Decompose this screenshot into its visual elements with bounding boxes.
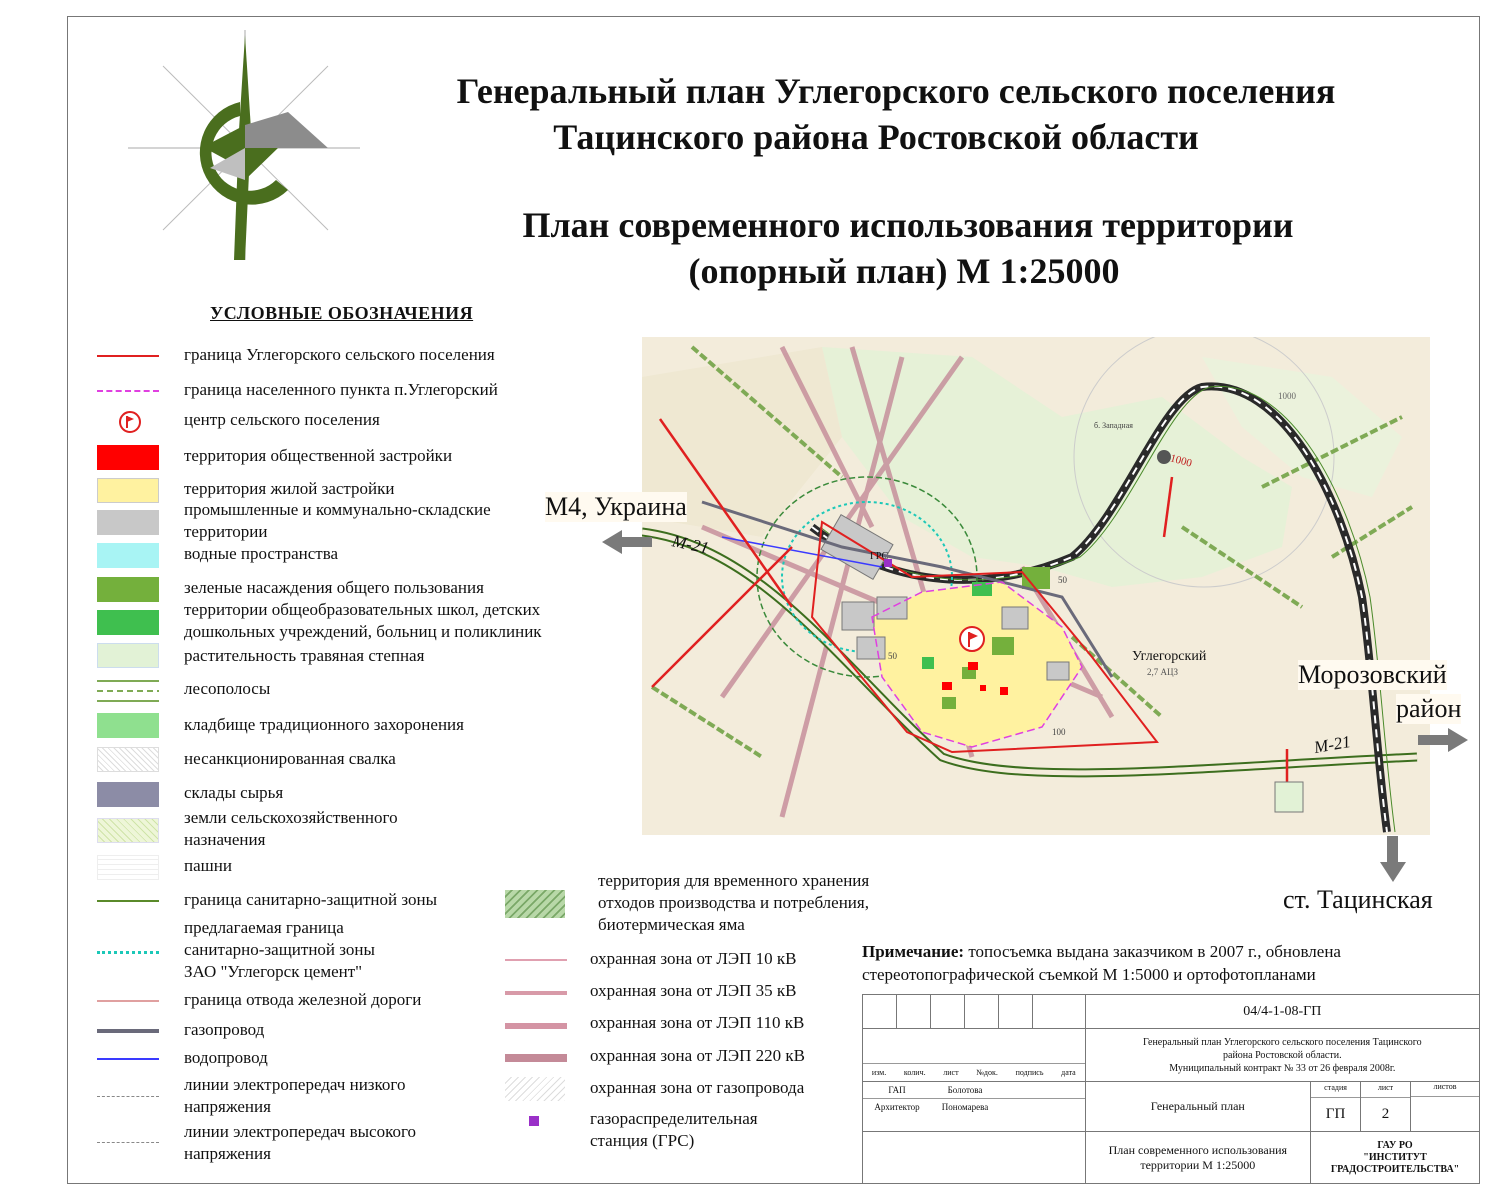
legend-item: территории общеобразовательных школ, детских bbox=[184, 600, 541, 619]
legend-arable-swatch bbox=[97, 855, 159, 880]
legend-gas-line bbox=[97, 1029, 159, 1033]
legend-lep35-line bbox=[505, 991, 567, 995]
stamp-plan-2: территории М 1:25000 bbox=[1140, 1157, 1256, 1172]
stamp-desc-3: Муниципальный контракт № 33 от 26 февраля 2008г. bbox=[1169, 1062, 1396, 1074]
direction-morozovsky-label: Морозовский bbox=[1298, 660, 1447, 689]
stamp-stage: ГП bbox=[1325, 1106, 1346, 1122]
legend-item: охранная зона от ЛЭП 10 кВ bbox=[590, 949, 797, 968]
legend-item: пашни bbox=[184, 856, 232, 875]
stamp-desc-1: Генеральный план Углегорского сельского поселения Тацинского bbox=[1142, 1036, 1422, 1048]
legend-item: охранная зона от ЛЭП 110 кВ bbox=[590, 1013, 805, 1032]
legend-green-swatch bbox=[97, 577, 159, 602]
arrow-west-icon bbox=[602, 528, 654, 556]
legend-item: водные пространства bbox=[184, 544, 339, 563]
legend-heading: УСЛОВНЫЕ ОБОЗНАЧЕНИЯ bbox=[210, 303, 474, 323]
legend-proposed-sanitary-line bbox=[97, 951, 159, 954]
road-label: М-21 bbox=[670, 531, 711, 558]
legend-gas-zone-swatch bbox=[505, 1077, 565, 1101]
distance-label: 50 bbox=[888, 651, 897, 661]
note bbox=[862, 940, 1341, 986]
legend-item: охранная зона от ЛЭП 35 кВ bbox=[590, 981, 797, 1000]
legend-water-swatch bbox=[97, 543, 159, 568]
arrow-east-icon bbox=[1418, 726, 1470, 754]
stamp-person: Пономарева bbox=[941, 1102, 989, 1112]
stamp-plan-1: План современного использования bbox=[1108, 1142, 1288, 1157]
title-line-2: Тацинского района Ростовской области bbox=[553, 117, 1199, 157]
stamp-desc-2: района Ростовской области. bbox=[1223, 1049, 1342, 1061]
legend-waste-storage-swatch bbox=[505, 890, 565, 918]
stamp-code: 04/4-1-08-ГП bbox=[1085, 995, 1479, 1029]
stamp-sheets-header: листов bbox=[1411, 1082, 1479, 1097]
distance-label: 1000 bbox=[1168, 452, 1194, 470]
legend-lep10-line bbox=[505, 959, 567, 961]
title-block bbox=[862, 994, 1480, 1184]
legend-steppe-swatch bbox=[97, 643, 159, 668]
legend-lep110-line bbox=[505, 1023, 567, 1029]
legend-item: станция (ГРС) bbox=[590, 1131, 695, 1150]
legend-item: газопровод bbox=[184, 1020, 265, 1039]
distance-label: 100 bbox=[1052, 727, 1066, 737]
stamp-col-header: дата bbox=[1061, 1068, 1076, 1077]
legend-low-voltage-line bbox=[97, 1096, 159, 1097]
legend-item: территории bbox=[184, 522, 268, 541]
stamp-stage-header: стадия bbox=[1311, 1083, 1360, 1098]
legend-grs-icon bbox=[529, 1116, 539, 1126]
legend-item: назначения bbox=[184, 830, 266, 849]
legend-boundary-line bbox=[97, 355, 159, 357]
legend-schools-swatch bbox=[97, 610, 159, 635]
legend-railway-line bbox=[97, 1000, 159, 1002]
legend-item: граница отвода железной дороги bbox=[184, 990, 422, 1009]
legend-shelterbelt-swatch bbox=[97, 680, 159, 702]
legend-dump-swatch bbox=[97, 747, 159, 772]
direction-morozovsky-label-2: район bbox=[1396, 694, 1462, 723]
arrow-south-icon bbox=[1378, 836, 1408, 884]
legend-item: земли сельскохозяйственного bbox=[184, 808, 398, 827]
stamp-doc-name: Генеральный план bbox=[1085, 1082, 1310, 1132]
note-text-2: стереотопографической съемкой М 1:5000 и ортофотопланами bbox=[862, 965, 1316, 984]
stamp-col-header: №док. bbox=[976, 1068, 998, 1077]
distance-label: 50 bbox=[1058, 575, 1067, 585]
note-label: Примечание: bbox=[862, 942, 965, 961]
legend-high-voltage-line bbox=[97, 1142, 159, 1143]
stamp-col-header: подпись bbox=[1015, 1068, 1044, 1077]
legend-item: охранная зона от газопровода bbox=[590, 1078, 805, 1097]
legend-item: зеленые насаждения общего пользования bbox=[184, 578, 484, 597]
legend-item: линии электропередач высокого bbox=[184, 1122, 417, 1141]
legend-item: газораспределительная bbox=[590, 1109, 758, 1128]
legend-industrial-swatch bbox=[97, 510, 159, 535]
gully-label: б. Западная bbox=[1094, 421, 1133, 430]
stamp-col-header: колич. bbox=[903, 1068, 926, 1077]
legend-item: склады сырья bbox=[184, 783, 284, 802]
legend-settlement-line bbox=[97, 390, 159, 392]
legend-lep220-line bbox=[505, 1054, 567, 1062]
legend-sanitary-line bbox=[97, 900, 159, 902]
legend-item: санитарно-защитной зоны bbox=[184, 940, 375, 959]
legend-item: растительность травяная степная bbox=[184, 646, 425, 665]
legend-item: граница населенного пункта п.Углегорский bbox=[184, 380, 498, 399]
legend-item: центр сельского поселения bbox=[184, 410, 380, 429]
title-line-3: План современного использования территории bbox=[522, 205, 1294, 245]
stamp-person: Болотова bbox=[947, 1085, 983, 1095]
title-line-1: Генеральный план Углегорского сельского поселения bbox=[456, 71, 1336, 111]
direction-ukraine-label: М4, Украина bbox=[545, 492, 687, 521]
stamp-role: Архитектор bbox=[874, 1102, 920, 1112]
legend-item: кладбище традиционного захоронения bbox=[184, 715, 464, 734]
title-line-4: (опорный план) М 1:25000 bbox=[688, 251, 1120, 291]
legend-item: несанкционированная свалка bbox=[184, 749, 396, 768]
legend-item: напряжения bbox=[184, 1144, 271, 1163]
direction-tatsinskaya-label: ст. Тацинская bbox=[1283, 885, 1433, 914]
legend-item: лесополосы bbox=[184, 679, 271, 698]
stamp-org-1: ГАУ РО bbox=[1377, 1139, 1413, 1151]
stamp-org-2: "ИНСТИТУТ bbox=[1363, 1151, 1427, 1163]
legend-item: территория общественной застройки bbox=[184, 446, 453, 465]
legend-cemetery-swatch bbox=[97, 713, 159, 738]
legend-item: промышленные и коммунально-складские bbox=[184, 500, 491, 519]
settlement-label: Углегорский bbox=[1132, 649, 1207, 664]
stamp-col-header: лист bbox=[943, 1068, 959, 1077]
map-drawing bbox=[642, 337, 1430, 835]
legend-raw-storage-swatch bbox=[97, 782, 159, 807]
stamp-sheet-header: лист bbox=[1361, 1083, 1410, 1098]
legend-item: граница Углегорского сельского поселения bbox=[184, 345, 495, 364]
distance-label: 1000 bbox=[1278, 391, 1296, 401]
legend-item: предлагаемая граница bbox=[184, 918, 344, 937]
legend-public-swatch bbox=[97, 445, 159, 470]
legend-item: биотермическая яма bbox=[598, 915, 745, 934]
legend-item: линии электропередач низкого bbox=[184, 1075, 406, 1094]
grs-label: ГРС bbox=[870, 551, 889, 562]
stamp-col-header: изм. bbox=[871, 1068, 887, 1077]
legend-water-pipe-line bbox=[97, 1058, 159, 1060]
legend-residential-swatch bbox=[97, 478, 159, 503]
legend-item: территория жилой застройки bbox=[184, 479, 395, 498]
legend-item: отходов производства и потребления, bbox=[598, 893, 869, 912]
note-text-1: топосъемка выдана заказчиком в 2007 г., обновлена bbox=[964, 942, 1341, 961]
area-label: 2,7 АЦЗ bbox=[1147, 667, 1179, 677]
legend-item: охранная зона от ЛЭП 220 кВ bbox=[590, 1046, 806, 1065]
legend-agri-swatch bbox=[97, 818, 159, 843]
legend-item: дошкольных учреждений, больниц и поликлиник bbox=[184, 622, 542, 641]
road-label: М-21 bbox=[1312, 731, 1353, 758]
stamp-org-3: ГРАДОСТРОИТЕЛЬСТВА" bbox=[1330, 1163, 1460, 1175]
legend-item: территория для временного хранения bbox=[598, 871, 870, 890]
legend-item: ЗАО "Углегорск цемент" bbox=[184, 962, 363, 981]
stamp-sheet: 2 bbox=[1381, 1106, 1390, 1122]
center-flag-icon bbox=[118, 410, 142, 434]
legend-item: водопровод bbox=[184, 1048, 268, 1067]
map-area[interactable] bbox=[642, 337, 1430, 835]
legend-item: напряжения bbox=[184, 1097, 271, 1116]
legend-item: граница санитарно-защитной зоны bbox=[184, 890, 437, 909]
stamp-role: ГАП bbox=[888, 1085, 906, 1095]
